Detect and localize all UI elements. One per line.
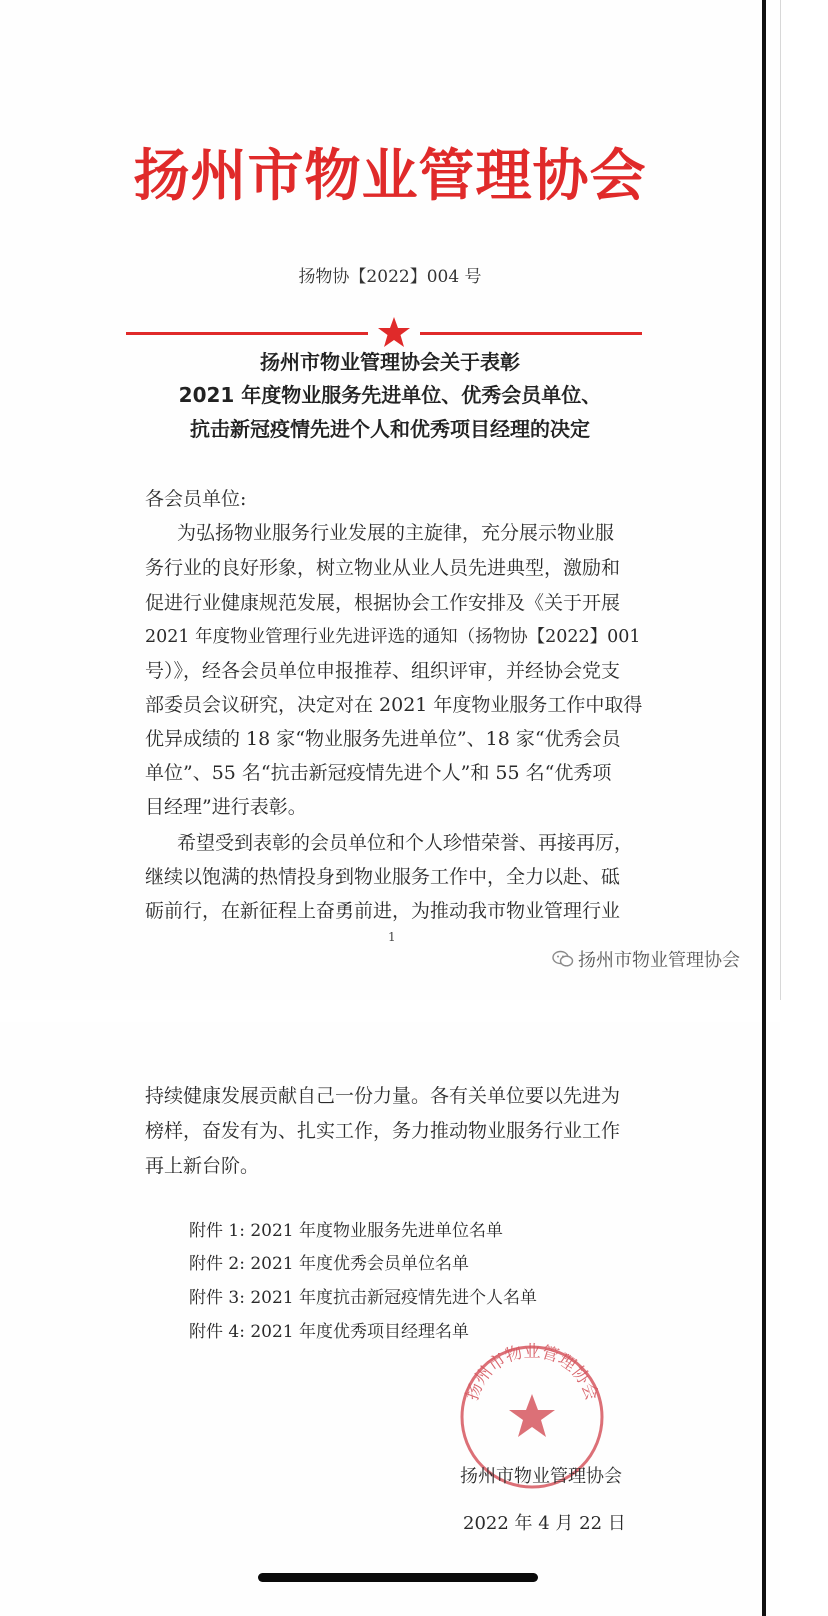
watermark-text: 扬州市物业管理协会	[578, 950, 740, 971]
body-line: 单位”、55 名“抗击新冠疫情先进个人”和 55 名“优秀项	[145, 762, 612, 784]
attachment-item: 附件 2: 2021 年度优秀会员单位名单	[189, 1254, 470, 1274]
body-line: 继续以饱满的热情投身到物业服务工作中，全力以赴、砥	[145, 866, 621, 888]
continuation-line: 持续健康发展贡献自己一份力量。各有关单位要以先进为	[145, 1085, 621, 1107]
attachment-item: 附件 1: 2021 年度物业服务先进单位名单	[189, 1221, 504, 1241]
body-line: 务行业的良好形象，树立物业从业人员先进典型，激励和	[145, 557, 621, 579]
svg-text:扬州市物业管理协会	[462, 1342, 602, 1403]
issue-date: 2022 年 4 月 22 日	[463, 1513, 626, 1534]
wechat-watermark	[552, 946, 740, 972]
document-title-line-3: 抗击新冠疫情先进个人和优秀项目经理的决定	[190, 417, 590, 441]
body-line: 部委员会议研究，决定对在 2021 年度物业服务工作中取得	[145, 694, 643, 716]
masthead-title: 扬州市物业管理协会	[133, 143, 647, 209]
attachment-item: 附件 3: 2021 年度抗击新冠疫情先进个人名单	[189, 1288, 538, 1308]
page-gap	[0, 1000, 828, 1022]
document-title-line-1: 扬州市物业管理协会关于表彰	[260, 350, 520, 374]
continuation-line: 榜样，奋发有为、扎实工作，务力推动物业服务行业工作	[145, 1120, 621, 1142]
header-rule-left	[126, 332, 368, 335]
body-line: 砺前行，在新征程上奋勇前进，为推动我市物业管理行业	[145, 900, 621, 922]
document-title-line-2: 2021 年度物业服务先进单位、优秀会员单位、	[178, 383, 602, 407]
body-line: 优异成绩的 18 家“物业服务先进单位”、18 家“优秀会员	[145, 728, 621, 750]
home-indicator[interactable]	[258, 1573, 538, 1582]
attachment-item: 附件 4: 2021 年度优秀项目经理名单	[189, 1322, 470, 1342]
page-scroll-edge	[762, 0, 766, 1000]
red-star-icon	[377, 315, 411, 349]
wechat-icon	[552, 950, 574, 968]
page-edge	[780, 0, 781, 1000]
header-rule-right	[420, 332, 642, 335]
salutation: 各会员单位:	[145, 488, 247, 510]
body-line: 为弘扬物业服务行业发展的主旋律，充分展示物业服	[177, 522, 615, 544]
document-number: 扬物协【2022】004 号	[298, 267, 482, 287]
body-line: 促进行业健康规范发展，根据协会工作安排及《关于开展	[145, 592, 621, 614]
continuation-line: 再上新台阶。	[145, 1155, 260, 1177]
body-line: 号）》，经各会员单位申报推荐、组织评审，并经协会党支	[145, 660, 621, 682]
signer: 扬州市物业管理协会	[460, 1466, 622, 1487]
body-line: 2021 年度物业管理行业先进评选的通知（扬物协【2022】001	[145, 627, 641, 647]
body-line: 希望受到表彰的会员单位和个人珍惜荣誉、再接再厉，	[177, 832, 634, 854]
page-number: 1	[388, 930, 396, 944]
page-scroll-edge	[762, 994, 766, 1616]
seal-text: 扬州市物业管理协会	[462, 1342, 602, 1404]
body-line: 目经理”进行表彰。	[145, 796, 307, 818]
